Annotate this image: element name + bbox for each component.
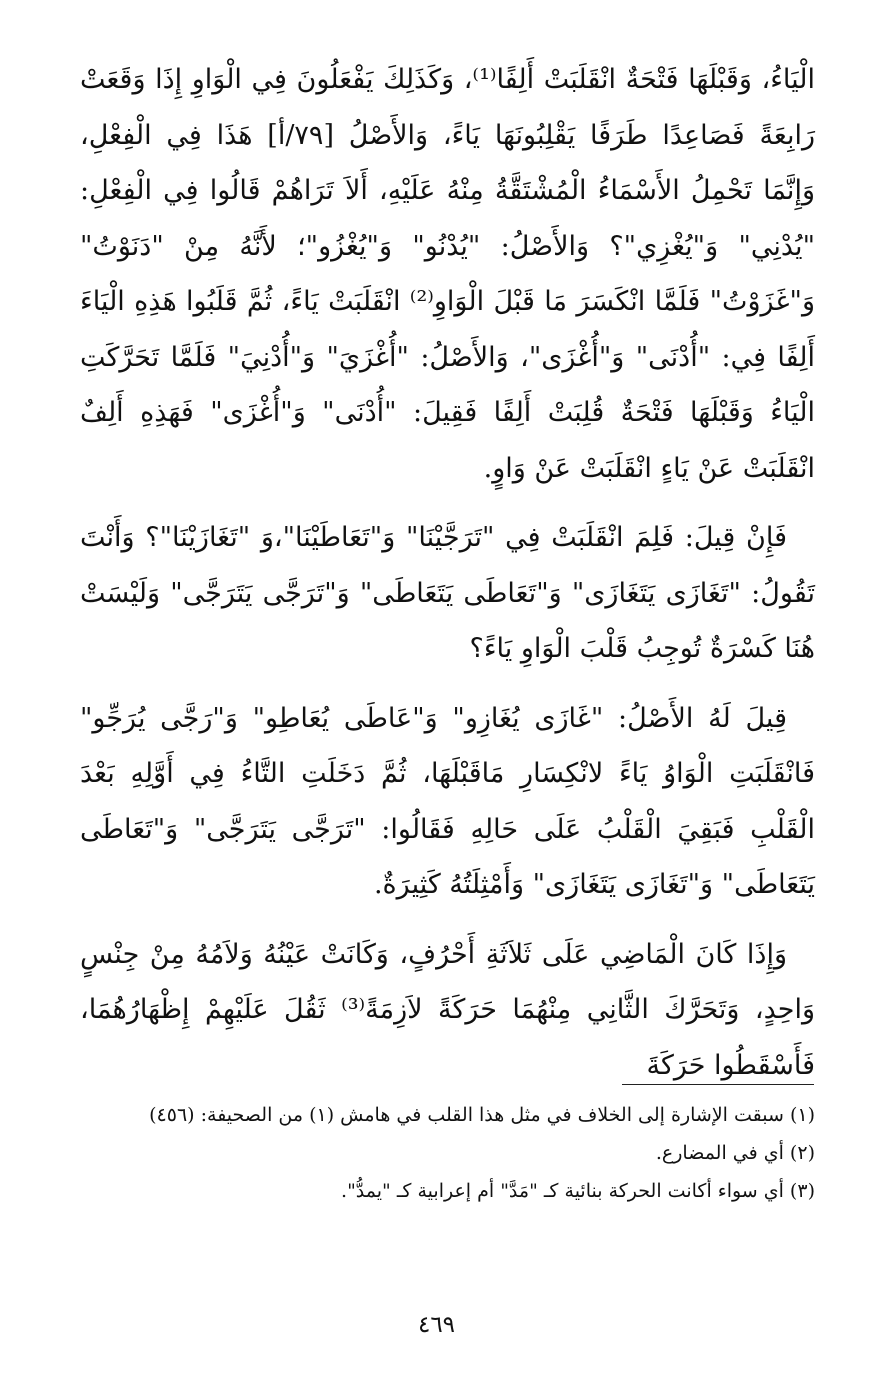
- page-number: ٤٦٩: [417, 1312, 456, 1338]
- main-text: [80, 52, 815, 1107]
- footnote-1: (١) سبقت الإشارة إلى الخلاف في مثل هذا القلب في هامش (١) من الصحيفة: (٤٥٦): [149, 1104, 815, 1126]
- footnote-2: (٢) أي في المضارع.: [655, 1142, 815, 1164]
- paragraph-2: فَإِنْ قِيلَ: فَلِمَ انْقَلَبَتْ فِي "تَرَجَّيْنَا" وَ"تَعَاطَيْنَا"،وَ "تَغَازَيْنَا"؟ وَأَنْتَ تَقُولُ: "تَغَازَى يَتَغَازَى" وَ"تَعَاطَى يَتَعَاطَى" وَ"تَرَجَّى يَتَرَجَّى" وَلَيْسَتْ هُنَا كَسْرَةٌ تُوجِبُ قَلْبَ الْوَاوِ يَاءً؟: [80, 522, 815, 664]
- footnotes: [130, 1098, 815, 1212]
- footnote-divider: [622, 1084, 814, 1085]
- paragraph-1: الْيَاءُ، وَقَبْلَهَا فَتْحَةٌ انْقَلَبَتْ أَلِفًا⁽¹⁾، وَكَذَلِكَ يَفْعَلُونَ فِي الْوَاوِ إِذَا وَقَعَتْ رَابِعَةً فَصَاعِدًا طَرَفًا يَقْلِبُونَهَا يَاءً، وَالأَصْلُ [٧٩/أ] هَذَا فِي الْفِعْلِ، وَإِنَّمَا تَحْمِلُ الأَسْمَاءُ الْمُشْتَقَّةُ مِنْهُ عَلَيْهِ، أَلاَ تَرَاهُمْ قَالُوا فِي الْفِعْلِ: "يُدْنِي" وَ"يُغْزِي"؟ وَالأَصْلُ: "يُدْنُو" وَ"يُغْزُو"؛ لأَنَّهُ مِنْ "دَنَوْتُ" وَ"غَزَوْتُ" فَلَمَّا انْكَسَرَ مَا قَبْلَ الْوَاوِ⁽²⁾ انْقَلَبَتْ يَاءً، ثُمَّ قَلَبُوا هَذِهِ الْيَاءَ أَلِفًا فِي: "أُدْنَى" وَ"أُغْزَى"، وَالأَصْلُ: "أُغْزَيَ" وَ"أُدْنِيَ" فَلَمَّا تَحَرَّكَتِ الْيَاءُ وَقَبْلَهَا فَتْحَةٌ قُلِبَتْ أَلِفًا فَقِيلَ: "أُدْنَى" وَ"أُغْزَى" فَهَذِهِ أَلِفٌ انْقَلَبَتْ عَنْ يَاءٍ انْقَلَبَتْ عَنْ وَاوٍ.: [80, 64, 816, 484]
- footnote-3: (٣) أي سواء أكانت الحركة بنائية كـ "مَدَّ" أم إعرابية كـ "يمدُّ".: [341, 1180, 815, 1202]
- paragraph-4: وَإِذَا كَانَ الْمَاضِي عَلَى ثَلاَثَةِ أَحْرُفٍ، وَكَانَتْ عَيْنُهُ وَلاَمُهُ مِنْ جِنْسٍ وَاحِدٍ، وَتَحَرَّكَ الثَّانِي مِنْهُمَا حَرَكَةً لاَزِمَةً⁽³⁾ ثَقُلَ عَلَيْهِمْ إِظْهَارُهُمَا، فَأَسْقَطُوا حَرَكَةَ: [80, 938, 815, 1081]
- paragraph-3: قِيلَ لَهُ الأَصْلُ: "غَازَى يُغَازِو" وَ"عَاطَى يُعَاطِو" وَ"رَجَّى يُرَجِّو" فَانْقَلَبَتِ الْوَاوُ يَاءً لانْكِسَارِ مَاقَبْلَهَا، ثُمَّ دَخَلَتِ التَّاءُ فِي أَوَّلِهِ بَعْدَ الْقَلْبِ فَبَقِيَ الْقَلْبُ عَلَى حَالِهِ فَقَالُوا: "تَرَجَّى يَتَرَجَّى" وَ"تَعَاطَى يَتَعَاطَى" وَ"تَغَازَى يَتَغَازَى" وَأَمْثِلَتُهُ كَثِيرَةٌ.: [80, 702, 815, 900]
